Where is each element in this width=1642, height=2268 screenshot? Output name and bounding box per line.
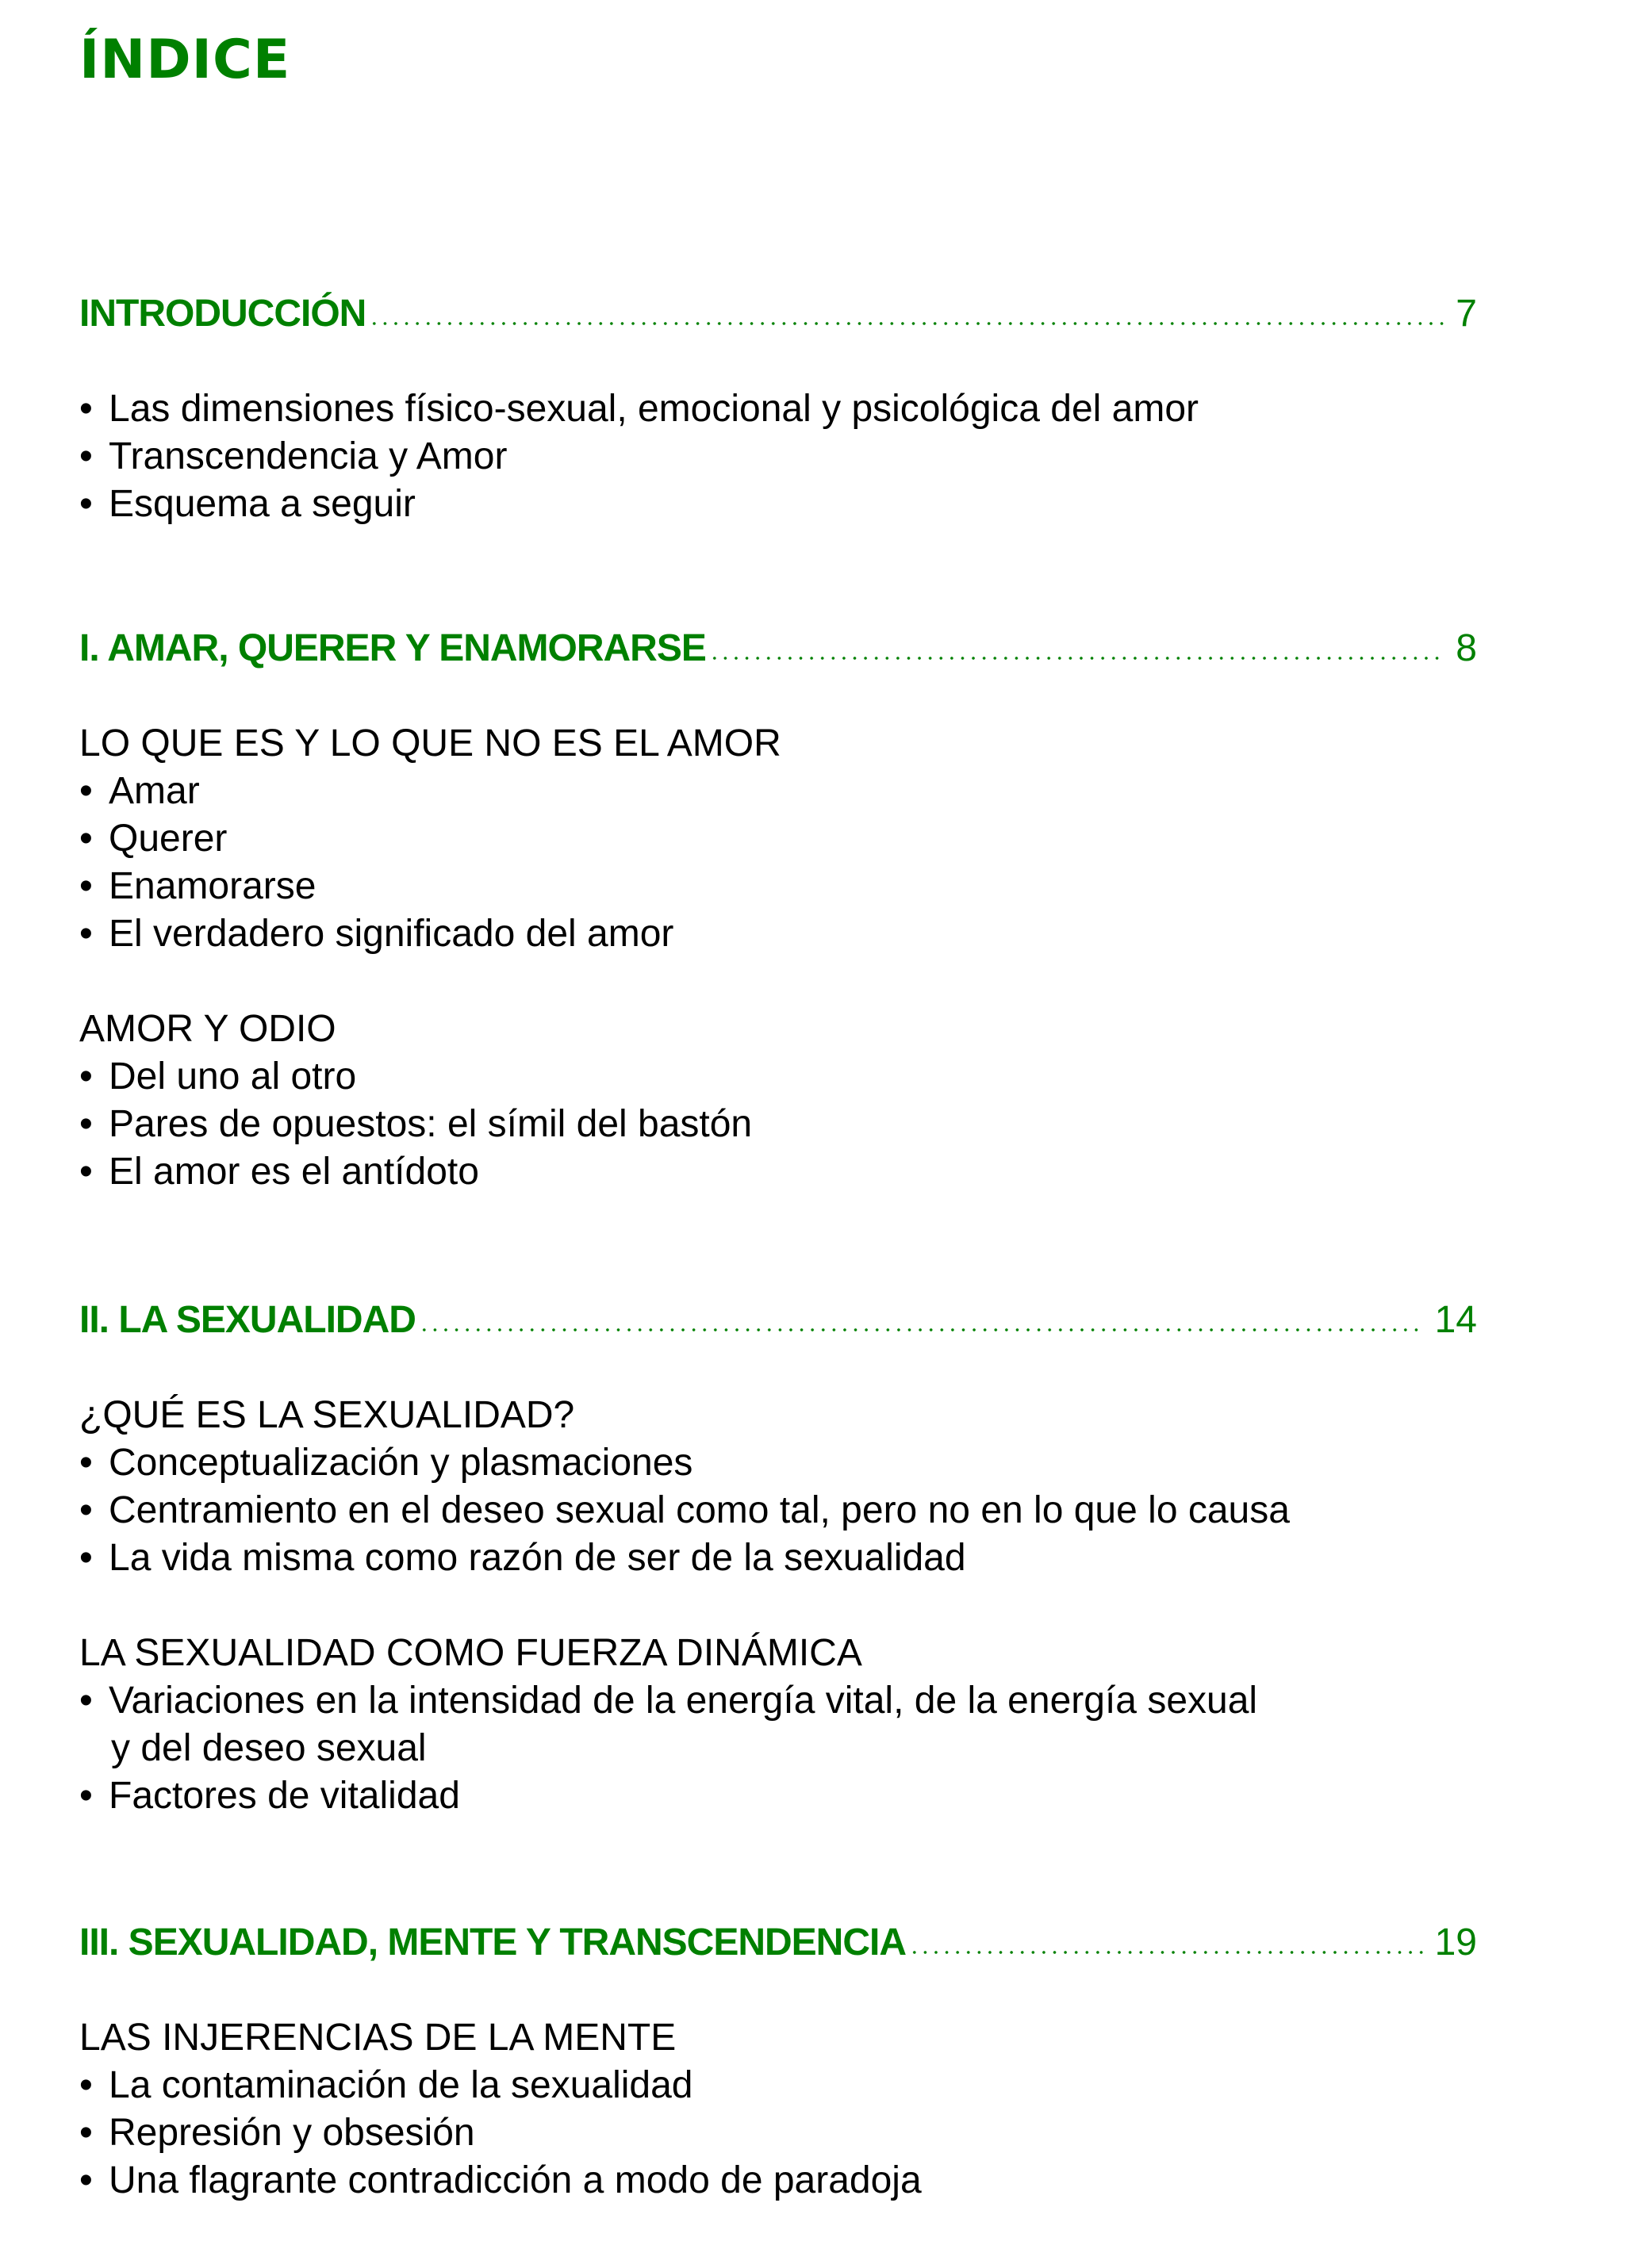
- dot-leader: [419, 1327, 1424, 1332]
- bullet-icon: [79, 863, 103, 910]
- toc-entry-title[interactable]: INTRODUCCIÓN: [79, 293, 366, 335]
- toc-item: [79, 1101, 1477, 1148]
- bullet-icon: [79, 1053, 103, 1101]
- bullet-icon: [79, 385, 103, 433]
- dot-leader: [909, 1950, 1424, 1955]
- spacer: [79, 1582, 1477, 1630]
- bullet-icon: [79, 1772, 103, 1820]
- toc-item-text: Las dimensiones físico-sexual, emocional y psicológica del amor: [109, 388, 1199, 430]
- toc-item-text: Enamorarse: [109, 865, 317, 907]
- toc-page-number: 14: [1434, 1299, 1477, 1341]
- bullet-icon: [79, 1677, 103, 1725]
- toc-item-text: Amar: [109, 770, 200, 812]
- toc-item: [79, 481, 1477, 528]
- toc-entry-section-1[interactable]: [79, 625, 1477, 672]
- toc-item: [79, 863, 1477, 910]
- toc-item-text: Represión y obsesión: [109, 2112, 475, 2154]
- spacer: [79, 672, 1477, 720]
- toc-item-text: Querer: [109, 818, 228, 860]
- toc-item-text: El amor es el antídoto: [109, 1151, 479, 1193]
- toc-item: [79, 815, 1477, 863]
- toc-item: [79, 2062, 1477, 2109]
- toc-page-number: 19: [1434, 1921, 1477, 1963]
- toc-item-text: Una flagrante contradicción a modo de paradoja: [109, 2159, 922, 2201]
- spacer: [79, 1344, 1477, 1392]
- toc-item: [79, 385, 1477, 433]
- toc-item: [79, 1439, 1477, 1487]
- toc-entry-introduccion[interactable]: [79, 290, 1477, 338]
- bullet-icon: [79, 1101, 103, 1148]
- toc-item-text: Variaciones en la intensidad de la energía vital, de la energía sexual: [109, 1680, 1258, 1722]
- toc-item: [79, 433, 1477, 481]
- toc-item: [79, 768, 1477, 815]
- toc-item: [79, 1487, 1477, 1534]
- toc-item: [79, 1148, 1477, 1196]
- dot-leader: [709, 656, 1444, 661]
- toc-item: [79, 2109, 1477, 2157]
- spacer: [79, 1967, 1477, 2014]
- bullet-icon: [79, 481, 103, 528]
- bullet-icon: [79, 768, 103, 815]
- toc-entry-section-2[interactable]: [79, 1297, 1477, 1344]
- toc-page-number: 8: [1456, 627, 1477, 669]
- toc-item: [79, 1534, 1477, 1582]
- bullet-icon: [79, 2062, 103, 2109]
- toc-section-3: [79, 1919, 1477, 2205]
- toc-item: [79, 2157, 1477, 2205]
- toc-subheading: AMOR Y ODIO: [79, 1008, 336, 1050]
- toc-page-number: 7: [1456, 293, 1477, 335]
- bullet-icon: [79, 910, 103, 958]
- toc-subheading: LAS INJERENCIAS DE LA MENTE: [79, 2017, 677, 2059]
- bullet-icon: [79, 1487, 103, 1534]
- toc-entry-title[interactable]: II. LA SEXUALIDAD: [79, 1299, 416, 1341]
- page-title: ÍNDICE: [79, 29, 291, 91]
- toc-item-text: La contaminación de la sexualidad: [109, 2064, 693, 2106]
- toc-item-text: Esquema a seguir: [109, 483, 416, 525]
- toc-item: [79, 1772, 1477, 1820]
- toc-item-text: Del uno al otro: [109, 1055, 357, 1098]
- toc-section-2: [79, 1297, 1477, 1820]
- toc-subheading: LA SEXUALIDAD COMO FUERZA DINÁMICA: [79, 1632, 862, 1674]
- toc-item-text: El verdadero significado del amor: [109, 913, 674, 955]
- toc-section-1: [79, 625, 1477, 1196]
- toc-subheading: ¿QUÉ ES LA SEXUALIDAD?: [79, 1394, 575, 1436]
- toc-item-text: La vida misma como razón de ser de la sexualidad: [109, 1537, 966, 1579]
- dot-leader: [369, 321, 1444, 326]
- toc-entry-title[interactable]: III. SEXUALIDAD, MENTE Y TRANSCENDENCIA: [79, 1921, 907, 1963]
- bullet-icon: [79, 2109, 103, 2157]
- toc-entry-title[interactable]: I. AMAR, QUERER Y ENAMORARSE: [79, 627, 706, 669]
- bullet-icon: [79, 1534, 103, 1582]
- bullet-icon: [79, 433, 103, 481]
- toc-item-text: Transcendencia y Amor: [109, 435, 508, 477]
- bullet-icon: [79, 2157, 103, 2205]
- bullet-icon: [79, 1148, 103, 1196]
- spacer: [79, 958, 1477, 1006]
- toc-item-text: Conceptualización y plasmaciones: [109, 1442, 693, 1484]
- toc-item-text: Centramiento en el deseo sexual como tal, pero no en lo que lo causa: [109, 1489, 1290, 1531]
- toc-item-text: Factores de vitalidad: [109, 1775, 460, 1817]
- bullet-icon: [79, 815, 103, 863]
- toc-item-text: Pares de opuestos: el símil del bastón: [109, 1103, 753, 1145]
- bullet-icon: [79, 1439, 103, 1487]
- toc-subheading: LO QUE ES Y LO QUE NO ES EL AMOR: [79, 722, 781, 764]
- toc-item: [79, 1677, 1477, 1725]
- toc-section-introduccion: [79, 290, 1477, 528]
- spacer: [79, 338, 1477, 385]
- toc-entry-section-3[interactable]: [79, 1919, 1477, 1967]
- toc-item: [79, 1053, 1477, 1101]
- toc-item: [79, 910, 1477, 958]
- toc-item-continuation: y del deseo sexual: [111, 1727, 427, 1769]
